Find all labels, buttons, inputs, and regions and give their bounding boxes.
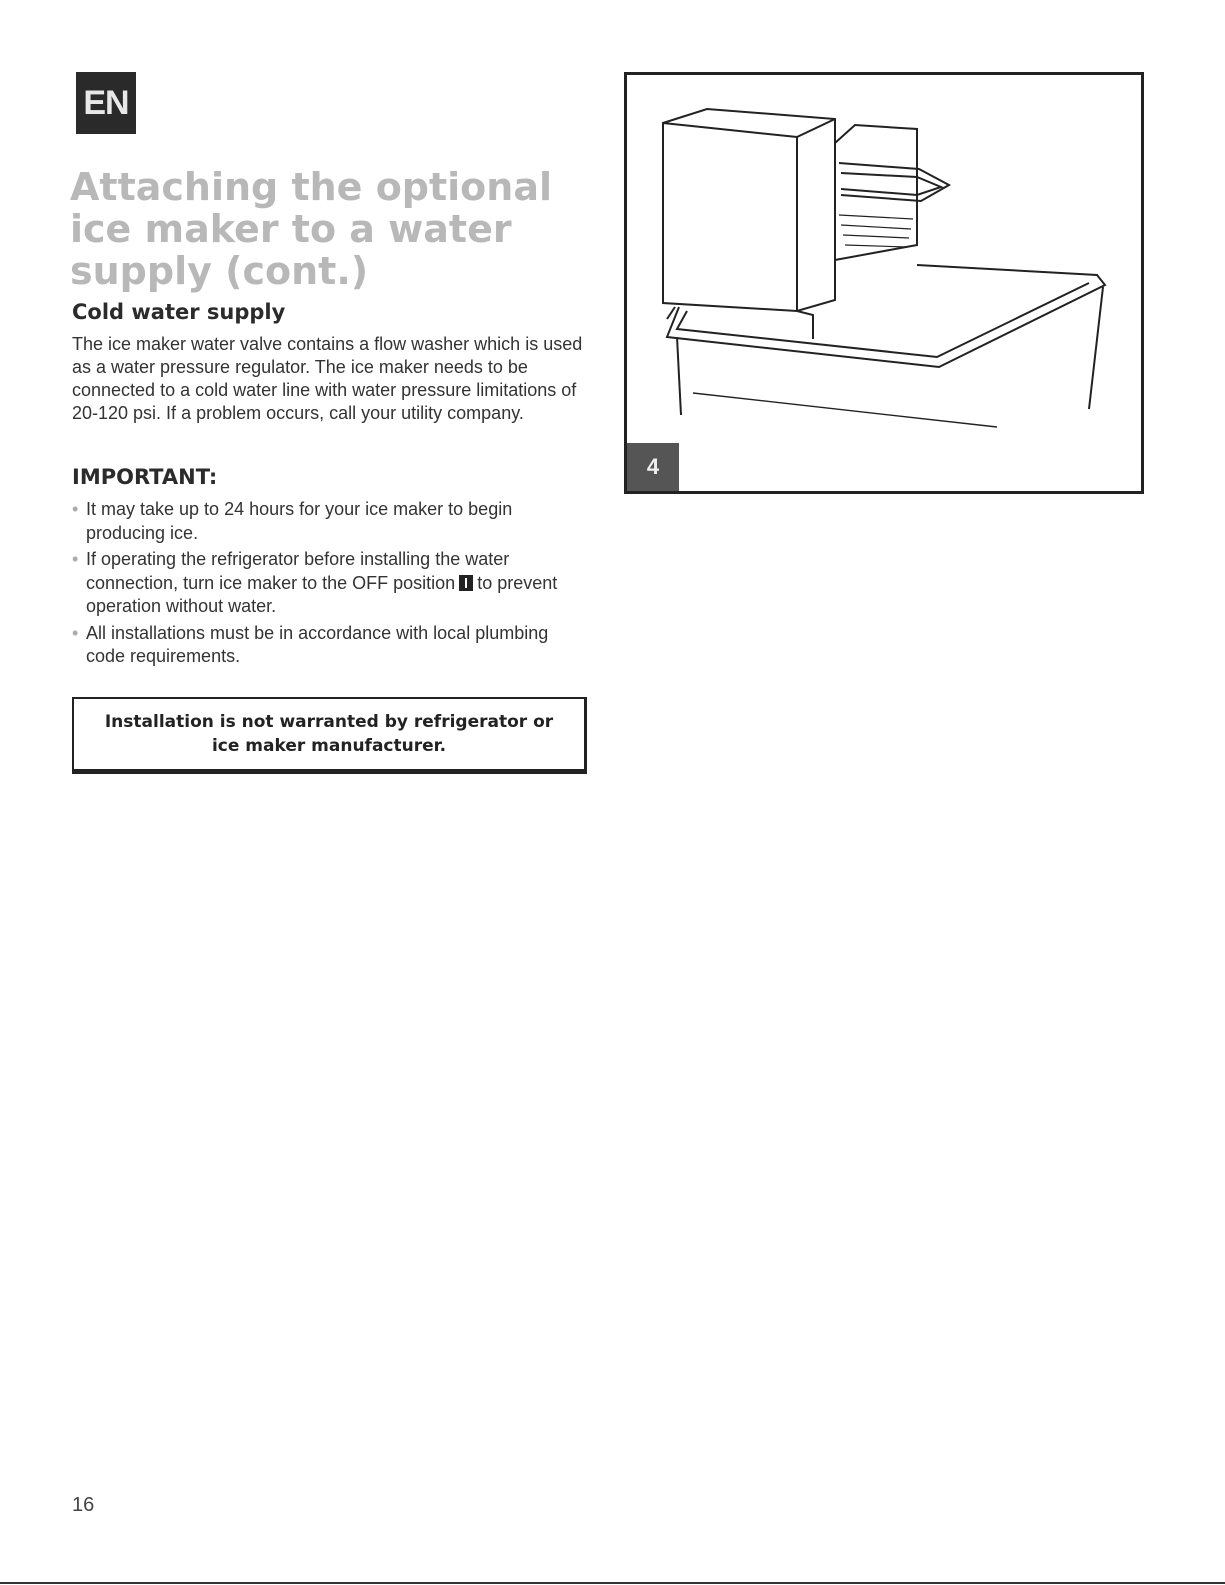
important-heading: IMPORTANT:	[72, 465, 218, 489]
warranty-notice-text: Installation is not warranted by refrigerator or ice maker manufacturer.	[104, 712, 554, 756]
step-badge: 4	[627, 443, 679, 491]
ice-maker-drawing	[627, 75, 1141, 491]
ice-maker-illustration	[624, 72, 1144, 494]
page-title: Attaching the optional ice maker to a water supply (cont.)	[70, 165, 553, 293]
off-position-icon	[459, 575, 473, 591]
language-badge: EN	[76, 72, 136, 134]
bottom-rule	[0, 1582, 1225, 1584]
cold-water-body: The ice maker water valve contains a flow washer which is used as a water pressure regulator. The ice maker needs to be connected to a cold water line with water pressure limitations of 20-120 psi. If a problem occurs, call your utility company.	[72, 334, 583, 423]
page-number: 16	[72, 1494, 95, 1516]
warranty-notice	[72, 697, 587, 774]
list-item: • All installations must be in accordance with local plumbing code requirements.	[72, 622, 592, 669]
list-item: • It may take up to 24 hours for your ice maker to begin producing ice.	[72, 498, 592, 545]
important-list	[72, 498, 592, 672]
cold-water-heading: Cold water supply	[72, 300, 286, 324]
list-item: • If operating the refrigerator before installing the water connection, turn ice maker to the OFF position to prevent operation without water.	[72, 548, 592, 619]
